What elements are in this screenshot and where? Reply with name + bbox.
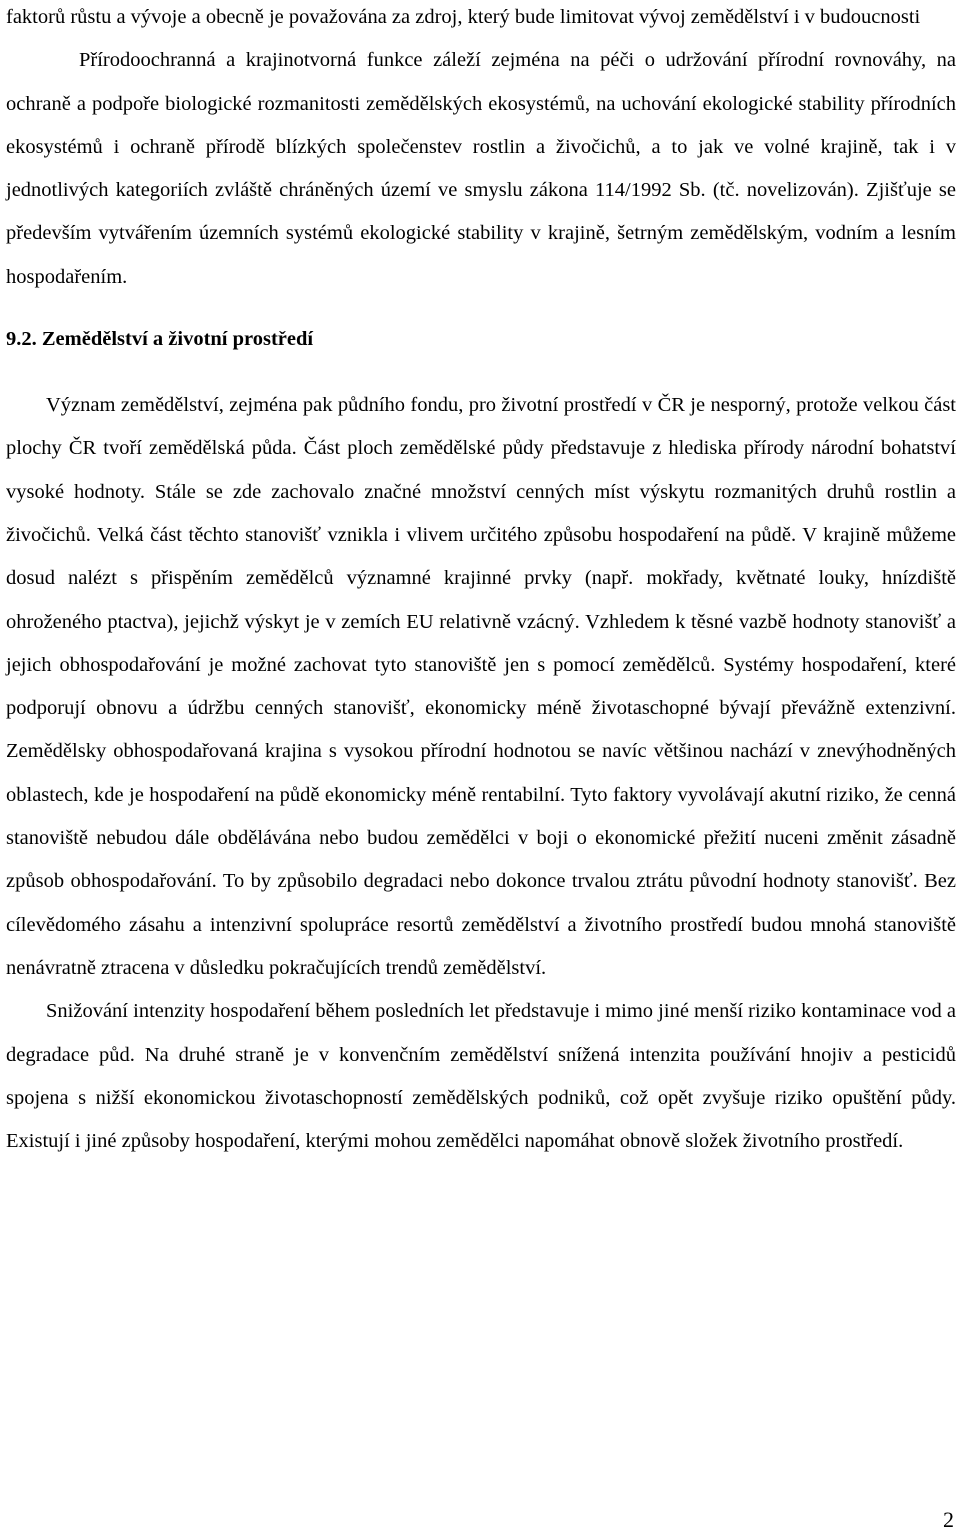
paragraph-reduction: Snižování intenzity hospodaření během posledních let představuje i mimo jiné menší riziko kontaminace vod a degradace půd. Na druhé straně je v konvenčním zemědělství snížená intenzita používání hnojiv a pesticidů spojena s nižší ekonomickou životaschopností zemědělských podniků, což opět zvyšuje riziko opuštění půdy. Existují i jiné způsoby hospodaření, kterými mohou zemědělci napomáhat obnově složek životního prostředí. xyxy=(6,1000,956,1153)
paragraph-significance: Význam zemědělství, zejména pak půdního fondu, pro životní prostředí v ČR je nesporný, protože velkou část plochy ČR tvoří zemědělská půda. Část ploch zemědělské půdy představuje z hlediska přírody národní bohatství vysoké hodnoty. Stále se zde zachovalo značné množství cenných míst výskytu rozmanitých druhů rostlin a živočichů. Velká část těchto stanovišť vznikla i vlivem určitého způsobu hospodaření na půdě. V krajině můžeme dosud nalézt s přispěním zemědělců významné krajinné prvky (např. mokřady, květnaté louky, hnízdiště ohroženého ptactva), jejichž výskyt je v zemích EU relativně vzácný. Vzhledem k těsné vazbě hodnoty stanovišť a jejich obhospodařování je možné zachovat tyto stanoviště jen s pomocí zemědělců. Systémy hospodaření, které podporují obnovu a údržbu cenných stanovišť, ekonomicky méně životaschopné bývají převážně extenzivní. Zemědělsky obhospodařovaná krajina s vysokou přírodní hodnotou se navíc většinou nachází v znevýhodněných oblastech, kde je hospodaření na půdě ekonomicky méně rentabilní. Tyto faktory vyvolávají akutní riziko, že cenná stanoviště nebudou dále obdělávána nebo budou zemědělci v boji o ekonomické přežití nuceni změnit zásadně způsob obhospodařování. To by způsobilo degradaci nebo dokonce trvalou ztrátu původní hodnoty stanovišť. Bez cílevědomého zásahu a intenzivní spolupráce resortů zemědělství a životního prostředí budou mnohá stanoviště nenávratně ztracena v důsledku pokračujících trendů zemědělství. xyxy=(6,394,956,979)
section-heading: 9.2. Zemědělství a životní prostředí xyxy=(6,328,314,351)
document-page xyxy=(6,0,956,1163)
paragraph-continuation: faktorů růstu a vývoje a obecně je považována za zdroj, který bude limitovat vývoj zemědělství i v budoucnosti xyxy=(6,6,921,28)
paragraph-nature-protection: Přírodoochranná a krajinotvorná funkce záleží zejména na péči o udržování přírodní rovnováhy, na ochraně a podpoře biologické rozmanitosti zemědělských ekosystémů, na uchování ekologické stability přírodních ekosystémů i ochraně přírodě blízkých společenstev rostlin a živočichů, a to jak ve volné krajině, tak i v jednotlivých kategoriích zvláště chráněných území ve smyslu zákona 114/1992 Sb. (tč. novelizován). Zjišťuje se především vytvářením územních systémů ekologické stability v krajině, šetrným zemědělským, vodním a lesním hospodařením. xyxy=(6,49,956,288)
page-number: 2 xyxy=(943,1507,954,1532)
